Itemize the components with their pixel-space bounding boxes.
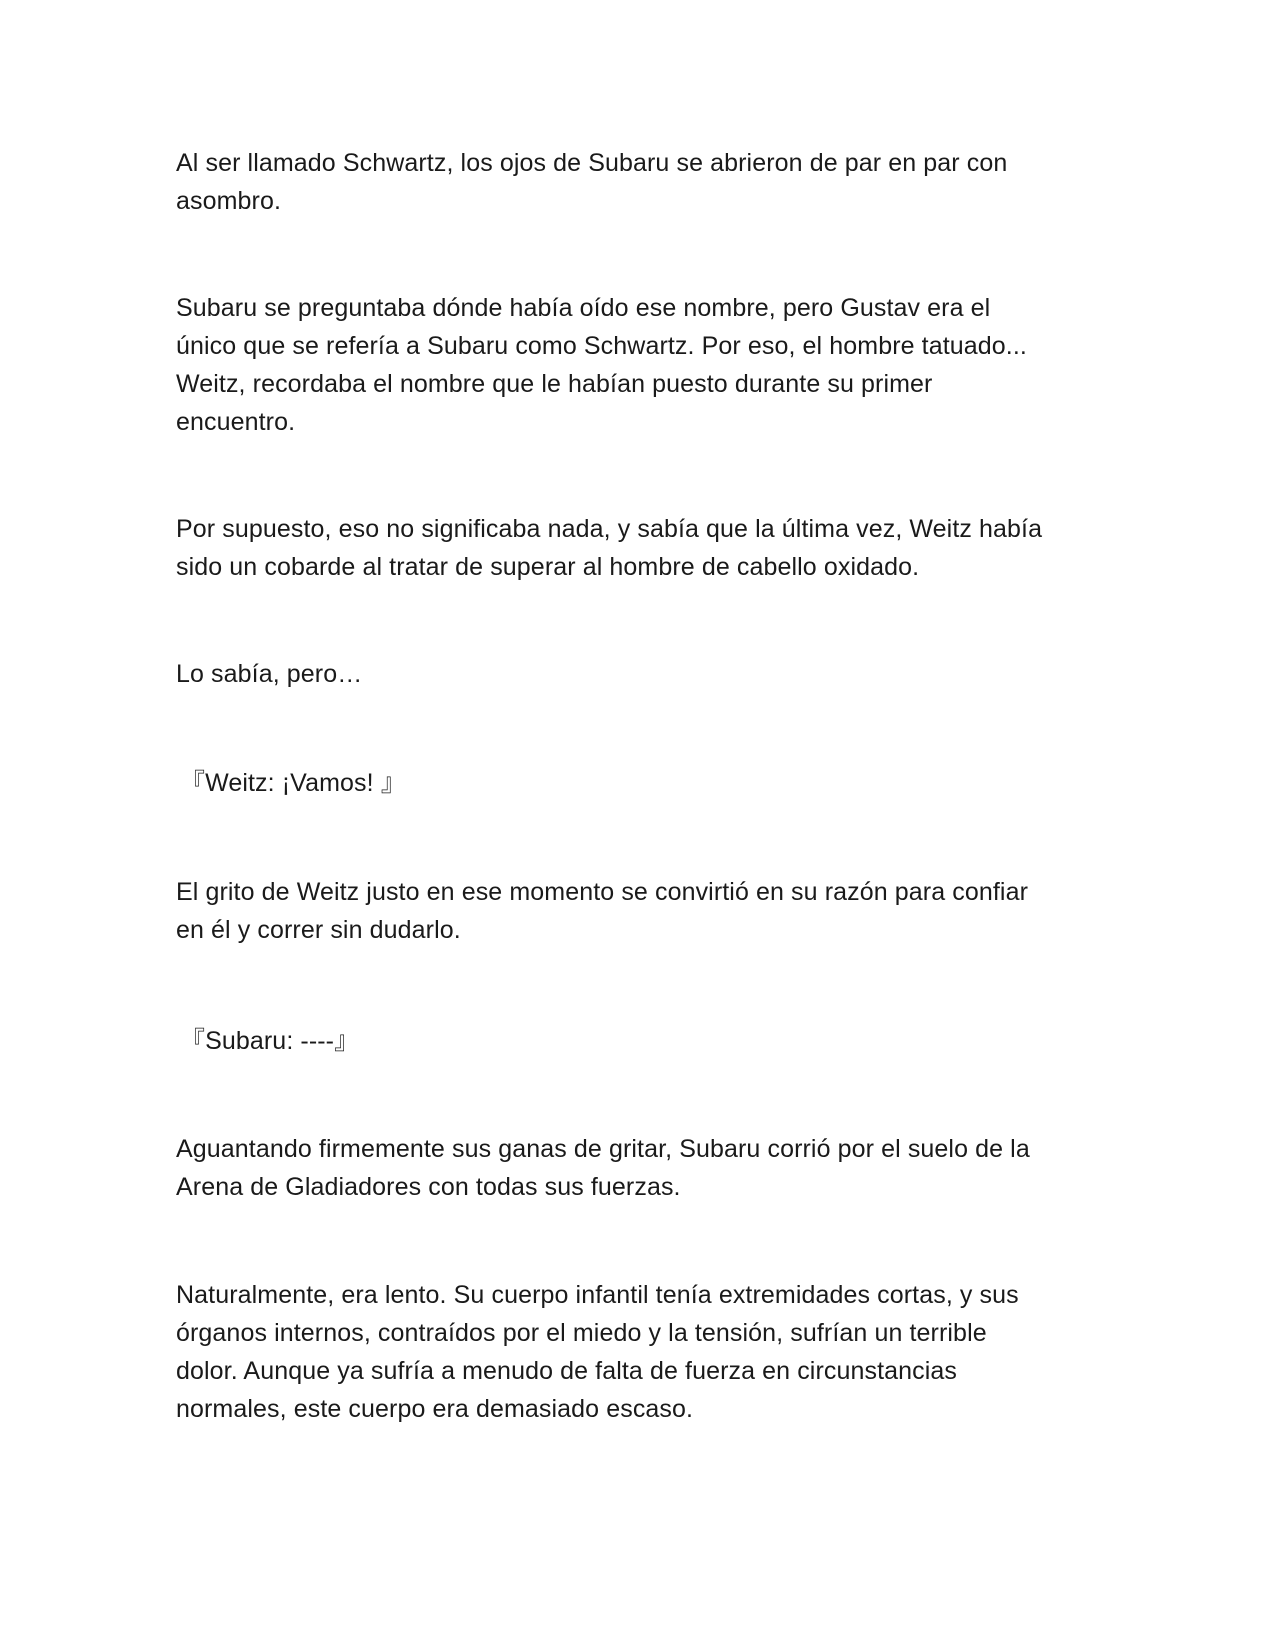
paragraph-2 bbox=[176, 289, 1096, 441]
paragraph-line: Al ser llamado Schwartz, los ojos de Subaru se abrieron de par en par con bbox=[176, 149, 1008, 177]
paragraph-line: normales, este cuerpo era demasiado escaso. bbox=[176, 1395, 694, 1423]
dialogue-line: 『Weitz: ¡Vamos! 』 bbox=[180, 769, 406, 797]
paragraph-line: Por supuesto, eso no significaba nada, y sabía que la última vez, Weitz había bbox=[176, 515, 1043, 543]
paragraph-line: único que se refería a Subaru como Schwartz. Por eso, el hombre tatuado... bbox=[176, 332, 1027, 360]
paragraph-line: Aguantando firmemente sus ganas de gritar, Subaru corrió por el suelo de la bbox=[176, 1135, 1030, 1163]
paragraph-line: sido un cobarde al tratar de superar al hombre de cabello oxidado. bbox=[176, 553, 920, 581]
paragraph-7 bbox=[176, 1276, 1096, 1428]
paragraph-line: órganos internos, contraídos por el miedo y la tensión, sufrían un terrible bbox=[176, 1319, 987, 1347]
paragraph-line: Weitz, recordaba el nombre que le habían puesto durante su primer bbox=[176, 370, 933, 398]
dialogue-subaru bbox=[180, 1022, 1100, 1060]
paragraph-1 bbox=[176, 144, 1096, 220]
paragraph-5 bbox=[176, 873, 1096, 949]
paragraph-4 bbox=[176, 655, 1096, 693]
paragraph-line: Naturalmente, era lento. Su cuerpo infantil tenía extremidades cortas, y sus bbox=[176, 1281, 1019, 1309]
paragraph-line: Subaru se preguntaba dónde había oído ese nombre, pero Gustav era el bbox=[176, 294, 991, 322]
paragraph-line: dolor. Aunque ya sufría a menudo de falta de fuerza en circunstancias bbox=[176, 1357, 958, 1385]
paragraph-line: Arena de Gladiadores con todas sus fuerzas. bbox=[176, 1173, 681, 1201]
paragraph-line: asombro. bbox=[176, 187, 282, 215]
dialogue-line: 『Subaru: ----』 bbox=[180, 1027, 360, 1055]
paragraph-line: El grito de Weitz justo en ese momento se convirtió en su razón para confiar bbox=[176, 878, 1029, 906]
paragraph-line: Lo sabía, pero… bbox=[176, 660, 363, 688]
paragraph-6 bbox=[176, 1130, 1096, 1206]
paragraph-line: en él y correr sin dudarlo. bbox=[176, 916, 461, 944]
dialogue-weitz bbox=[180, 764, 1100, 802]
paragraph-3 bbox=[176, 510, 1096, 586]
paragraph-line: encuentro. bbox=[176, 408, 296, 436]
